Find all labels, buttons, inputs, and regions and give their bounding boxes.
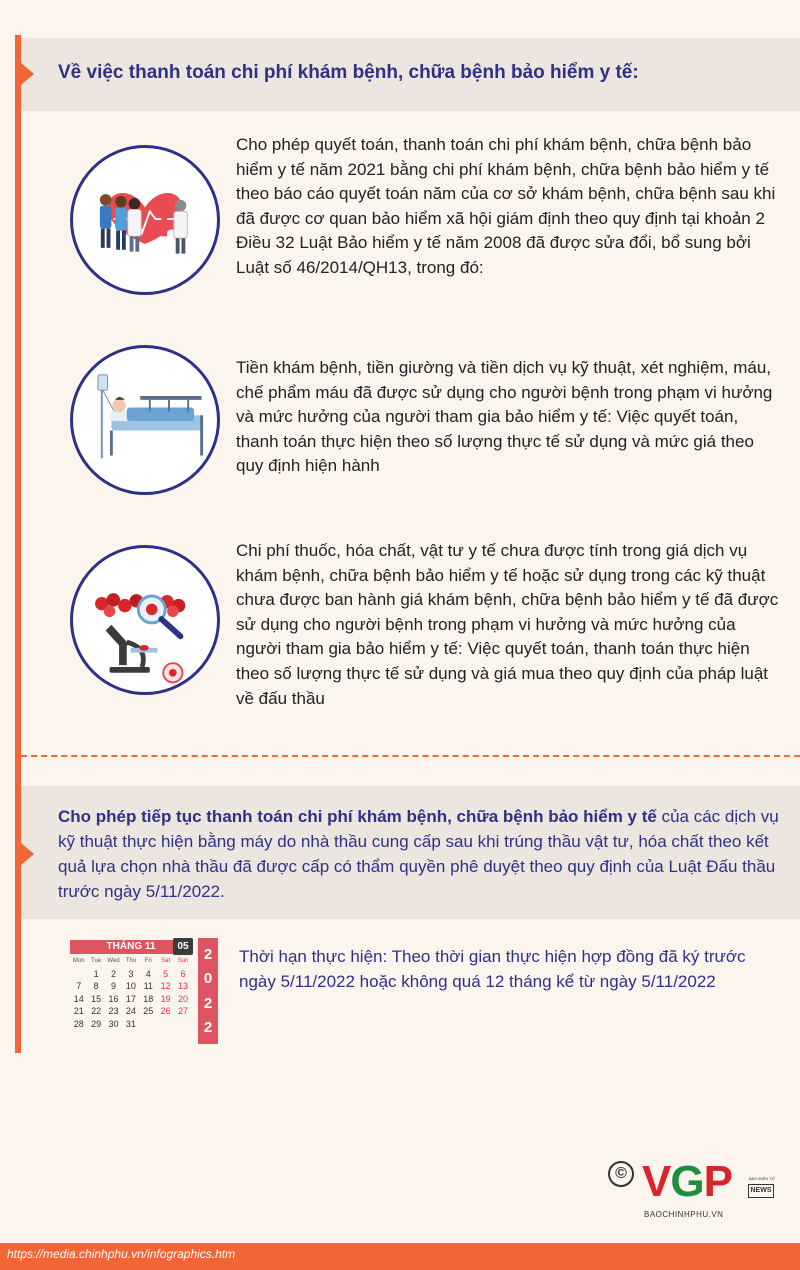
weekday-label: Thu (125, 958, 137, 964)
calendar-date (174, 1018, 191, 1031)
calendar-date: 11 (143, 981, 153, 991)
header-arrow-icon (21, 63, 34, 85)
calendar-date: 18 (143, 993, 154, 1004)
news-badge: NEWS (748, 1184, 774, 1198)
calendar-month: THÁNG 11 (70, 940, 192, 954)
item-text-2: Tiền khám bệnh, tiền giường và tiền dịch vụ kỹ thuật, xét nghiệm, máu, chế phẩm máu đã được sử dụng cho người bệnh trong phạm vi hưởng và mức hưởng của người tham gia bảo hiểm y tế: Việc quyết toán, thanh toán thực hiện theo số lượng thực tế sử dụng và mức giá theo quy định hiện hành (236, 358, 773, 476)
calendar-date: 17 (125, 993, 136, 1004)
calendar-date: 21 (73, 1006, 84, 1016)
calendar-date: 8 (93, 981, 99, 991)
calendar-date: 2 (110, 968, 116, 979)
calendar-date: 9 (110, 981, 116, 991)
calendar-date: 6 (180, 968, 186, 979)
weekday-label: Sat (161, 958, 171, 964)
footer-url-link[interactable]: https://media.chinhphu.vn/infographics.htm (7, 1247, 236, 1261)
section-title: Về việc thanh toán chi phí khám bệnh, chữa bệnh bảo hiểm y tế: (58, 62, 639, 83)
calendar-date: 5 (163, 968, 169, 979)
calendar-date: 20 (178, 993, 189, 1004)
year-digit: 2 (203, 994, 213, 1012)
calendar-date: 10 (125, 981, 136, 991)
weekday-label: Sun (177, 958, 189, 964)
footer-bar (0, 1243, 800, 1270)
calendar-date: 23 (108, 1006, 119, 1016)
calendar-date: 1 (93, 968, 99, 979)
weekday-label: Wed (107, 958, 120, 964)
calendar-date: 26 (160, 1006, 171, 1016)
continuation-arrow-icon (21, 843, 34, 865)
continuation-bold: Cho phép tiếp tục thanh toán chi phí khám bệnh, chữa bệnh bảo hiểm y tế (58, 807, 657, 826)
hospital-bed-icon (70, 345, 220, 495)
calendar-date: 7 (76, 981, 82, 991)
calendar-date: 31 (125, 1018, 136, 1029)
weekday-label: Mon (72, 958, 85, 964)
year-digit: 2 (203, 945, 213, 963)
continuation-rest: của các dịch vụ kỹ thuật thực hiện bằng máy do nhà thầu cung cấp sau khi trúng thầu vật tư, hóa chất theo kết quả lựa chọn nhà thầu đã được cấp có thẩm quyền phê duyệt theo quy định của Luật Đấu thầu trước ngày 5/11/2022. (58, 807, 779, 901)
news-caption: BÁO ĐIỆN TỬ (749, 1176, 776, 1181)
calendar-year (198, 938, 218, 1044)
weekday-label: Tue (91, 958, 102, 964)
continuation-text (58, 804, 783, 904)
calendar-date: 15 (91, 993, 102, 1004)
calendar-date: 13 (178, 981, 189, 991)
calendar-date: 29 (91, 1018, 102, 1029)
vgp-logo (602, 1158, 792, 1228)
calendar-grid (70, 955, 192, 1030)
calendar-date (157, 1018, 174, 1031)
calendar-date: 28 (73, 1018, 84, 1029)
calendar-date (140, 1018, 157, 1031)
item-text-3: Chi phí thuốc, hóa chất, vật tư y tế chưa được tính trong giá dịch vụ khám bệnh, chữa bệnh bảo hiểm y tế hoặc sử dụng trong các kỹ thuật chưa được ban hành giá khám bệnh, chữa bệnh bảo hiểm y tế đã được sử dụng cho người bệnh trong phạm vi hưởng và mức hưởng của người tham gia bảo hiểm y tế: Việc quyết toán, thanh toán thực hiện theo số lượng thực tế sử dụng và giá mua theo quy định của pháp luật về đấu thầu (236, 541, 779, 708)
weekday-label: Fri (144, 958, 152, 964)
deadline-text: Thời hạn thực hiện: Theo thời gian thực hiện hợp đồng đã ký trước ngày 5/11/2022 hoặc không quá 12 tháng kể từ ngày 5/11/2022 (239, 947, 746, 991)
calendar-date: 3 (128, 968, 134, 979)
item-text-1: Cho phép quyết toán, thanh toán chi phí khám bệnh, chữa bệnh bảo hiểm y tế năm 2021 bằng chi phí khám bệnh, chữa bệnh bảo hiểm y tế theo báo cáo quyết toán năm của cơ sở khám bệnh, chữa bệnh sau khi đã được cơ quan bảo hiểm xã hội giám định theo quy định tại khoản 2 Điều 32 Luật Bảo hiểm y tế năm 2008 đã được sửa đổi, bổ sung bởi Luật số 46/2014/QH13, trong đó: (236, 135, 776, 277)
calendar-date: 24 (125, 1006, 136, 1016)
calendar-date (70, 968, 87, 981)
year-digit: 0 (203, 970, 213, 988)
calendar-date: 4 (145, 968, 151, 979)
calendar-date: 12 (160, 981, 171, 991)
calendar-date: 16 (108, 993, 119, 1004)
microscope-blood-icon (70, 545, 220, 695)
calendar-date: 27 (178, 1006, 189, 1016)
doctors-heart-icon (70, 145, 220, 295)
section-divider (21, 755, 800, 757)
year-digit: 2 (203, 1019, 213, 1037)
calendar-icon (70, 938, 220, 1046)
calendar-date: 25 (143, 1006, 154, 1016)
calendar-date: 19 (160, 993, 171, 1004)
copyright-icon: © (608, 1161, 634, 1187)
calendar-day: 05 (173, 938, 193, 955)
calendar-date: 22 (91, 1006, 102, 1016)
calendar-date: 30 (108, 1018, 119, 1029)
vgp-wordmark: VGP (642, 1157, 732, 1206)
calendar-date: 14 (73, 993, 84, 1004)
logo-domain: BAOCHINHPHU.VN (644, 1210, 724, 1219)
